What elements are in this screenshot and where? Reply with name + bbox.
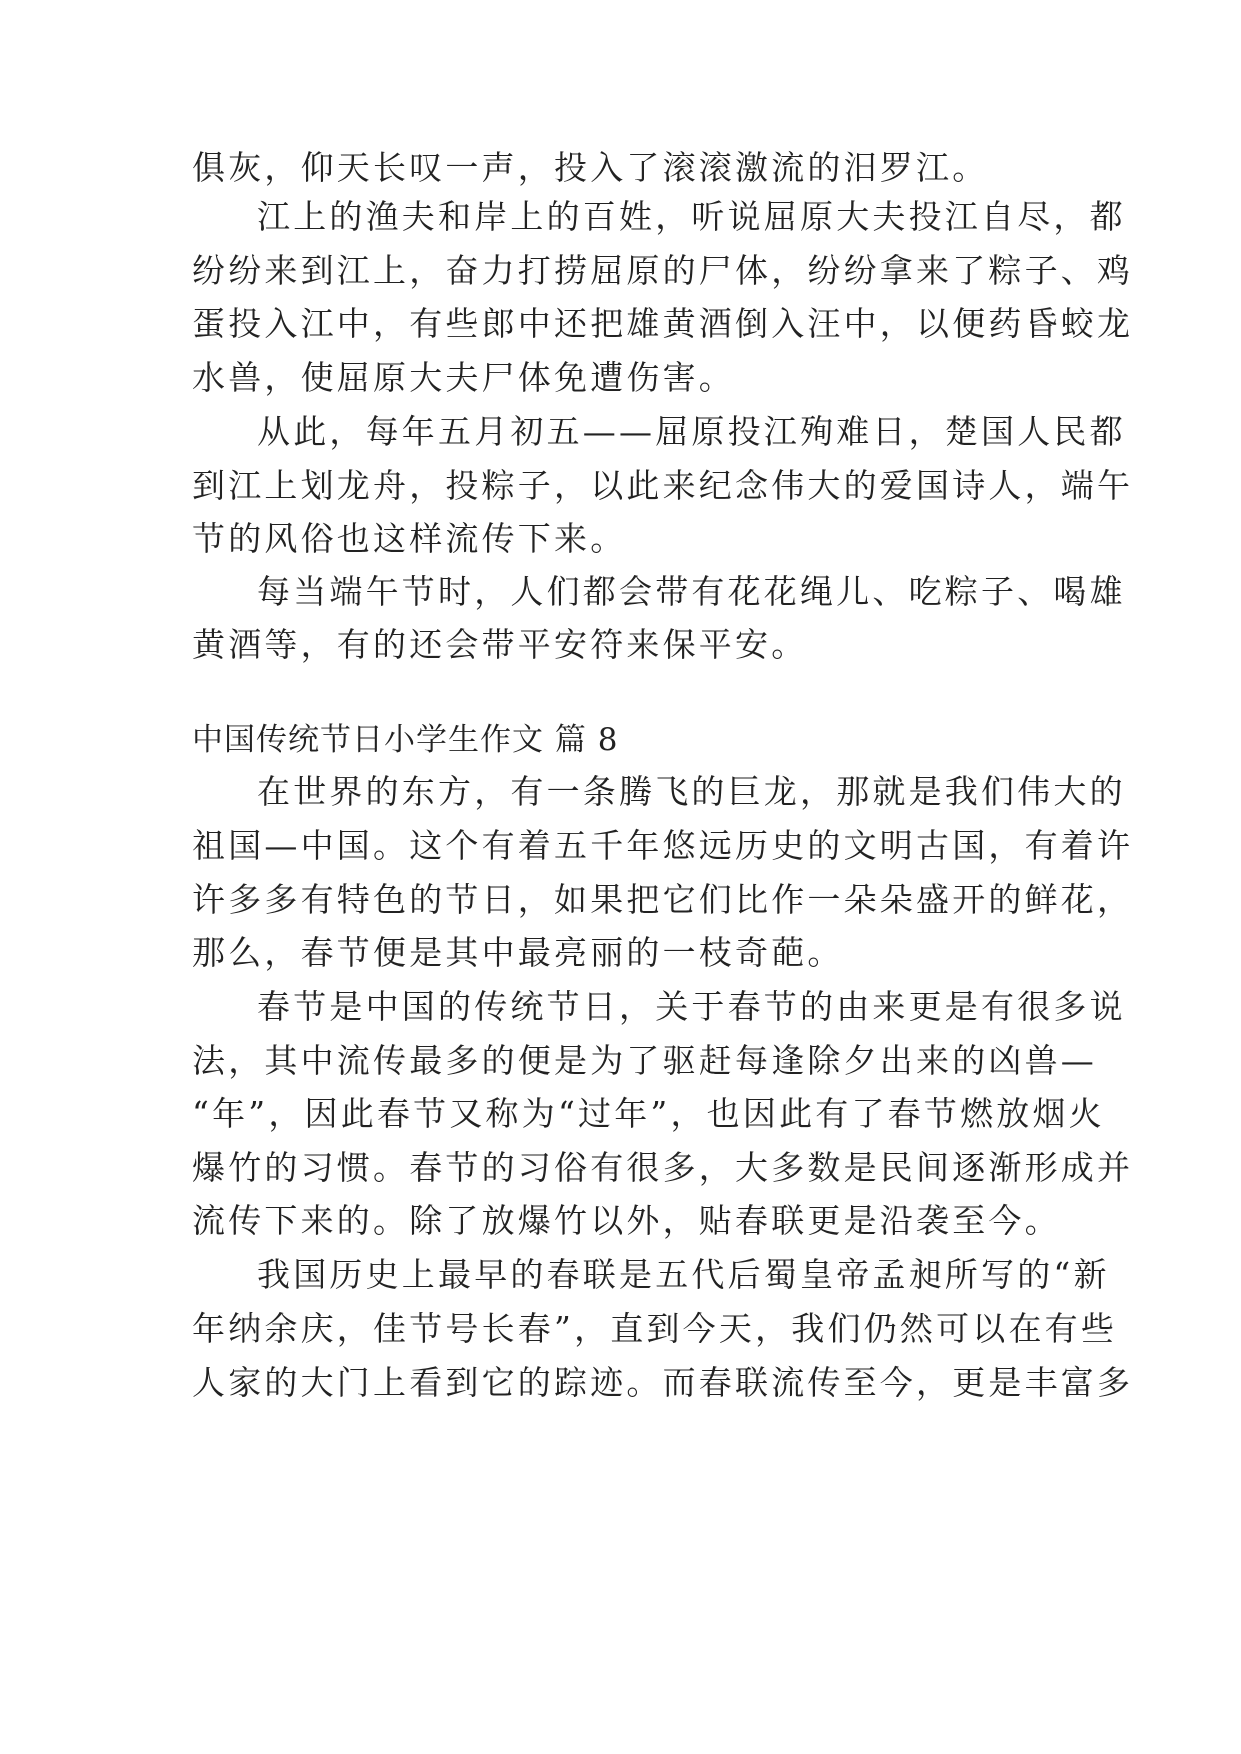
text-line: 许多多有特色的节日，如果把它们比作一朵朵盛开的鲜花， — [192, 880, 1134, 919]
text-line: 在世界的东方，有一条腾飞的巨龙，那就是我们伟大的 — [257, 772, 1126, 811]
text-line: 蛋投入江中，有些郎中还把雄黄酒倒入汪中，以便药昏蛟龙 — [192, 304, 1134, 343]
text-line: 人家的大门上看到它的踪迹。而春联流传至今，更是丰富多 — [192, 1363, 1134, 1402]
section-heading: 中国传统节日小学生作文 篇 8 — [192, 722, 619, 758]
text-line: 从此，每年五月初五——屈原投江殉难日，楚国人民都 — [257, 412, 1126, 451]
text-line: 水兽，使屈原大夫尸体免遭伤害。 — [192, 358, 735, 397]
text-line: 流传下来的。除了放爆竹以外，贴春联更是沿袭至今。 — [192, 1201, 1061, 1240]
text-line: 纷纷来到江上，奋力打捞屈原的尸体，纷纷拿来了粽子、鸡 — [192, 251, 1134, 290]
text-line: 那么，春节便是其中最亮丽的一枝奇葩。 — [192, 933, 844, 972]
text-line: 爆竹的习惯。春节的习俗有很多，大多数是民间逐渐形成并 — [192, 1148, 1134, 1187]
text-line: 祖国—中国。这个有着五千年悠远历史的文明古国，有着许 — [192, 826, 1134, 865]
text-line: 江上的渔夫和岸上的百姓，听说屈原大夫投江自尽，都 — [257, 197, 1126, 236]
text-line: 每当端午节时，人们都会带有花花绳儿、吃粽子、喝雄 — [257, 572, 1126, 611]
text-line: 黄酒等，有的还会带平安符来保平安。 — [192, 625, 808, 664]
text-line: “年”，因此春节又称为“过年”，也因此有了春节燃放烟火 — [192, 1094, 1105, 1133]
text-line: 俱灰，仰天长叹一声，投入了滚滚激流的汨罗江。 — [192, 148, 989, 187]
text-line: 我国历史上最早的春联是五代后蜀皇帝孟昶所写的“新 — [257, 1255, 1110, 1294]
text-line: 年纳余庆，佳节号长春”，直到今天，我们仍然可以在有些 — [192, 1309, 1118, 1348]
text-line: 到江上划龙舟，投粽子，以此来纪念伟大的爱国诗人，端午 — [192, 466, 1134, 505]
text-line: 春节是中国的传统节日，关于春节的由来更是有很多说 — [257, 987, 1126, 1026]
text-line: 法，其中流传最多的便是为了驱赶每逢除夕出来的凶兽— — [192, 1041, 1097, 1080]
text-line: 节的风俗也这样流传下来。 — [192, 519, 627, 558]
